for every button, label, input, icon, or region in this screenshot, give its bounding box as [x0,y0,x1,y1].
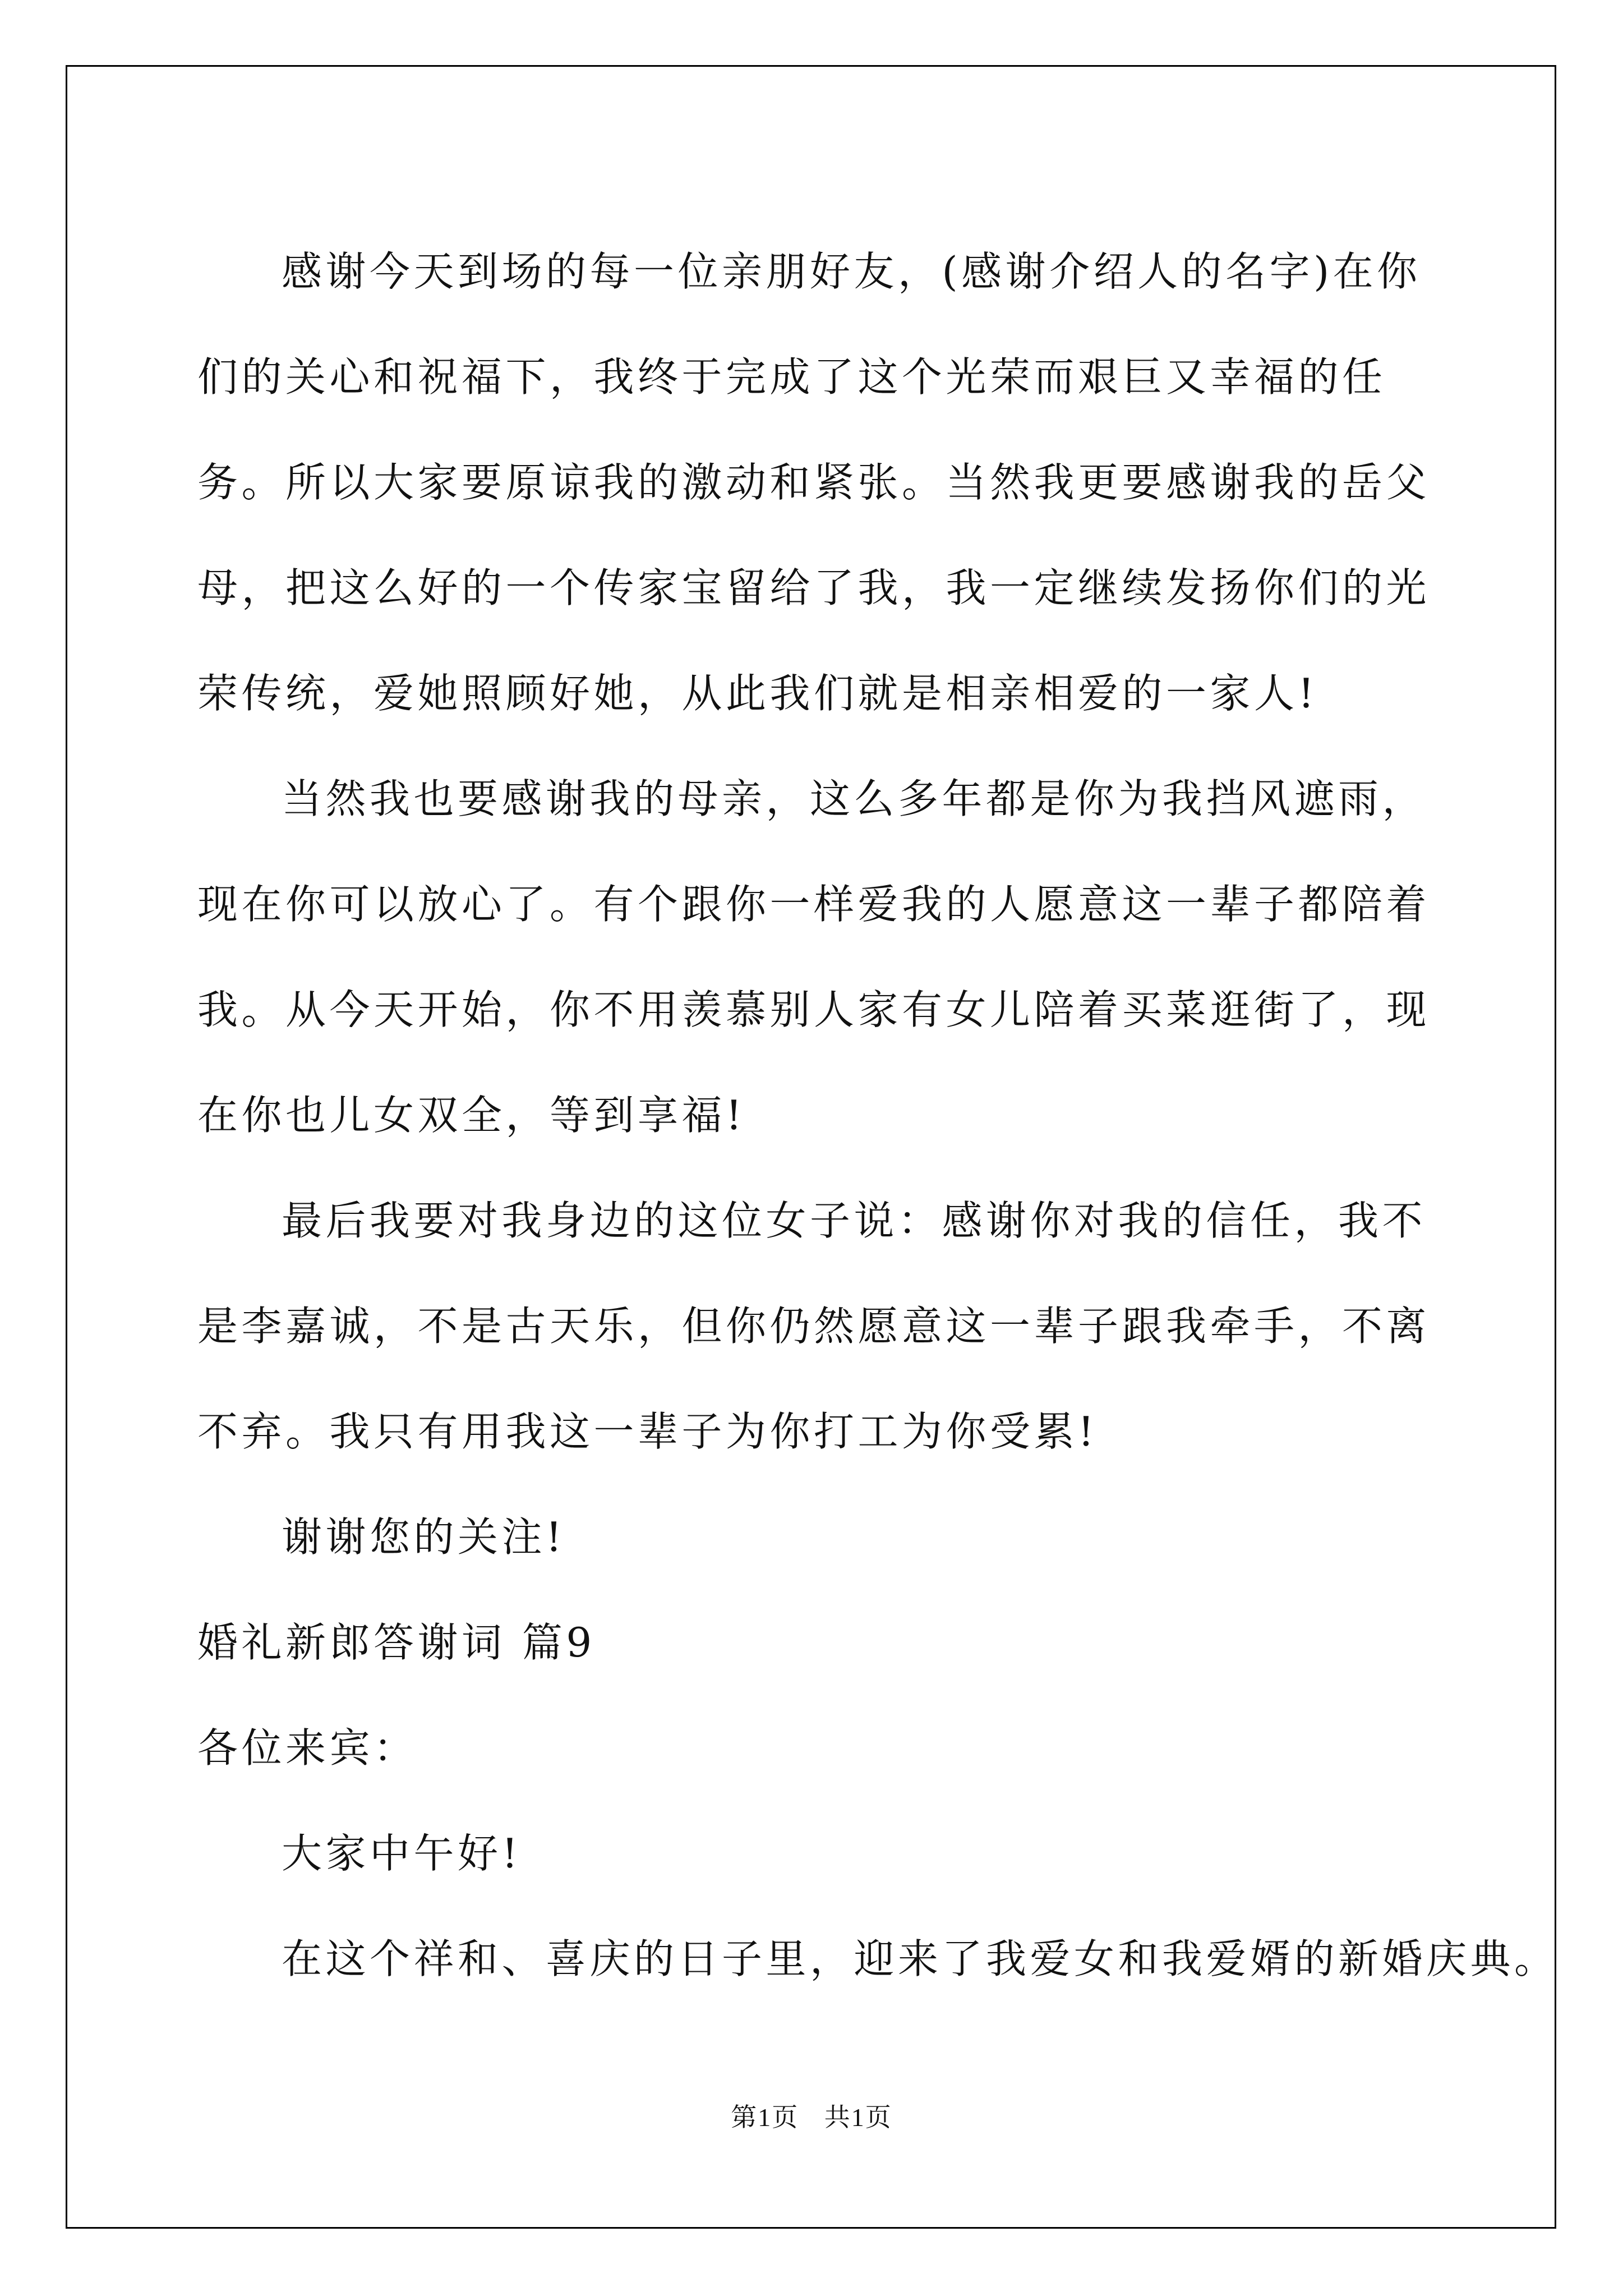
paragraph-thanks-mother: 当然我也要感谢我的母亲，这么多年都是你为我挡风遮雨，现在你可以放心了。有个跟你一样爱我的人愿意这一辈子都陪着我。从今天开始，你不用羡慕别人家有女儿陪着买菜逛街了，现在你也儿女双全，等到享福! [197,775,1431,1139]
document-body [197,219,1559,2012]
paragraph-to-bride: 最后我要对我身边的这位女子说：感谢你对我的信任，我不是李嘉诚，不是古天乐，但你仍然愿意这一辈子跟我牵手，不离不弃。我只有用我这一辈子为你打工为你受累! [197,1197,1431,1455]
thanks-line: 谢谢您的关注! [282,1513,566,1561]
page-number: 第1页 [731,2103,799,2132]
salutation: 各位来宾： [197,1724,418,1772]
greeting: 大家中午好! [282,1830,522,1877]
section-heading: 婚礼新郎答谢词 篇9 [197,1619,596,1666]
paragraph-thanks-guests: 感谢今天到场的每一位亲朋好友，(感谢介绍人的名字)在你们的关心和祝福下，我终于完成了这个光荣而艰巨又幸福的任务。所以大家要原谅我的激动和紧张。当然我更要感谢我的岳父母，把这么好的一个传家宝留给了我，我一定继续发扬你们的光荣传统，爱她照顾好她，从此我们就是相亲相爱的一家人! [197,248,1431,717]
page-footer [0,2101,1623,2134]
page-total: 共1页 [824,2103,892,2132]
last-line: 在这个祥和、喜庆的日子里，迎来了我爱女和我爱婿的新婚庆典。 [282,1935,1559,1982]
